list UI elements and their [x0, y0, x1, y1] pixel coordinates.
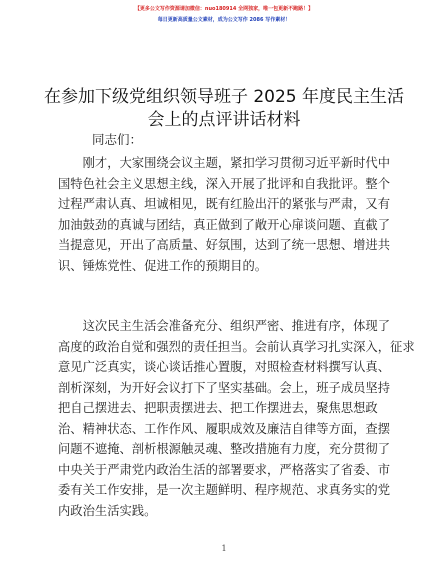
salutation: 同志们：: [92, 132, 143, 147]
paragraph-line: 过程严肃认真、坦诚相见，既有红脸出汗的紧张与严肃，又有: [58, 197, 391, 211]
promo-banner-line1: 【更多公文写作资源请加微信：nuo180914 全网独家，唯一包更新不跑路！】: [134, 6, 314, 12]
paragraph-line: 刚才，大家围绕会议主题，紧扣学习贯彻习近平新时代中: [58, 156, 391, 170]
paragraph-line: 剖析深刻，为开好会议打下了坚实基础。会上，班子成员坚持: [58, 380, 391, 395]
paragraph-line: 国特色社会主义思想主线，深入开展了批评和自我批评。整个: [58, 176, 391, 191]
document-title: [40, 86, 408, 132]
document-title-line: 在参加下级党组织领导班子 2025 年度民主生活: [43, 87, 405, 107]
paragraph-line: 识、锤炼党性、促进工作的预期目的。: [58, 258, 268, 273]
paragraph-line: 委有关工作安排，是一次主题鲜明、程序规范、求真务实的党: [58, 483, 391, 497]
paragraph-line: 中央关于严肃党内政治生活的部署要求，严格落实了省委、市: [58, 462, 391, 477]
paragraph-line: 加油鼓劲的真诚与团结，真正做到了敞开心扉谈问题、直截了: [58, 217, 391, 232]
paragraph-1: [58, 153, 398, 276]
paragraph-line: 内政治生活实践。: [58, 503, 157, 518]
paragraph-line: 问题不遮掩、剖析根源触灵魂、整改措施有力度，充分贯彻了: [58, 442, 391, 456]
promo-banner-line2: 每日更新高质量公文素材，成为公文写作 2086 写作素材！: [157, 17, 291, 23]
paragraph-line: 把自己摆进去、把职责摆进去、把工作摆进去，聚焦思想政: [58, 401, 378, 415]
paragraph-line: 当提意见，开出了高质量、好氛围，达到了统一思想、增进共: [58, 238, 391, 252]
paragraph-line: 高度的政治自觉和强烈的责任担当。会前认真学习扎实深入，征求: [58, 339, 415, 354]
paragraph-line: 治、精神状态、工作作风、履职成效及廉洁自律等方面，查摆: [58, 421, 391, 436]
paragraph-2: [58, 316, 415, 521]
document-title-line: 会上的点评讲话材料: [147, 110, 301, 130]
paragraph-line: 意见广泛真实，谈心谈话推心置腹，对照检查材料撰写认真、: [58, 360, 391, 374]
page-number: 1: [221, 544, 227, 553]
paragraph-line: 这次民主生活会准备充分、组织严密、推进有序，体现了: [58, 319, 391, 333]
